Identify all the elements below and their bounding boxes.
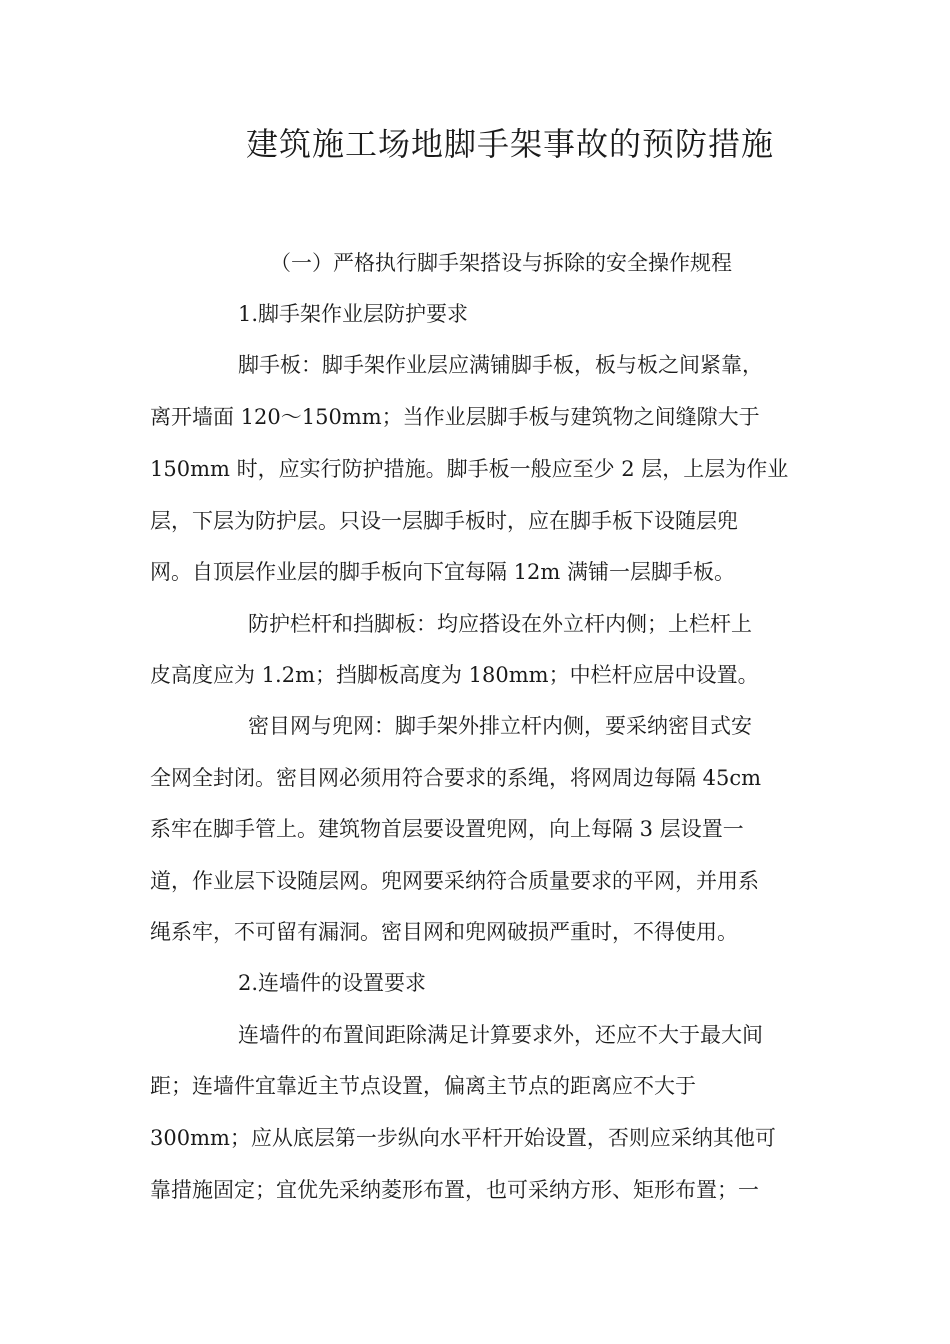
subsection-heading-2: 2.连墙件的设置要求 [238,971,427,995]
paragraph-line: 靠措施固定；宜优先采纳菱形布置，也可采纳方形、矩形布置；一 [150,1178,759,1202]
paragraph-line: 300mm；应从底层第一步纵向水平杆开始设置，否则应采纳其他可 [150,1126,776,1150]
paragraph-line: 皮高度应为 1.2m；挡脚板高度为 180mm；中栏杆应居中设置。 [150,663,759,687]
paragraph-line: 离开墙面 120～150mm；当作业层脚手板与建筑物之间缝隙大于 [150,405,760,429]
paragraph-line: 系牢在脚手管上。建筑物首层要设置兜网，向上每隔 3 层设置一 [150,817,744,841]
section-heading: （一）严格执行脚手架搭设与拆除的安全操作规程 [270,251,732,275]
paragraph-line: 全网全封闭。密目网必须用符合要求的系绳，将网周边每隔 45cm [150,766,762,790]
paragraph-line: 连墙件的布置间距除满足计算要求外，还应不大于最大间 [238,1023,763,1047]
paragraph-line: 脚手板：脚手架作业层应满铺脚手板，板与板之间紧靠， [238,353,763,377]
paragraph-line: 密目网与兜网：脚手架外排立杆内侧，要采纳密目式安 [248,714,752,738]
paragraph-line: 绳系牢，不可留有漏洞。密目网和兜网破损严重时，不得使用。 [150,920,738,944]
subsection-heading-1: 1.脚手架作业层防护要求 [238,302,469,326]
paragraph-line: 道，作业层下设随层网。兜网要采纳符合质量要求的平网，并用系 [150,869,759,893]
paragraph-line: 距；连墙件宜靠近主节点设置，偏离主节点的距离应不大于 [150,1074,696,1098]
paragraph-line: 防护栏杆和挡脚板：均应搭设在外立杆内侧；上栏杆上 [248,612,752,636]
paragraph-line: 层，下层为防护层。只设一层脚手板时，应在脚手板下设随层兜 [150,509,738,533]
document-title: 建筑施工场地脚手架事故的预防措施 [245,125,774,163]
paragraph-line: 150mm 时，应实行防护措施。脚手板一般应至少 2 层，上层为作业 [150,457,789,481]
paragraph-line: 网。自顶层作业层的脚手板向下宜每隔 12m 满铺一层脚手板。 [150,560,735,584]
